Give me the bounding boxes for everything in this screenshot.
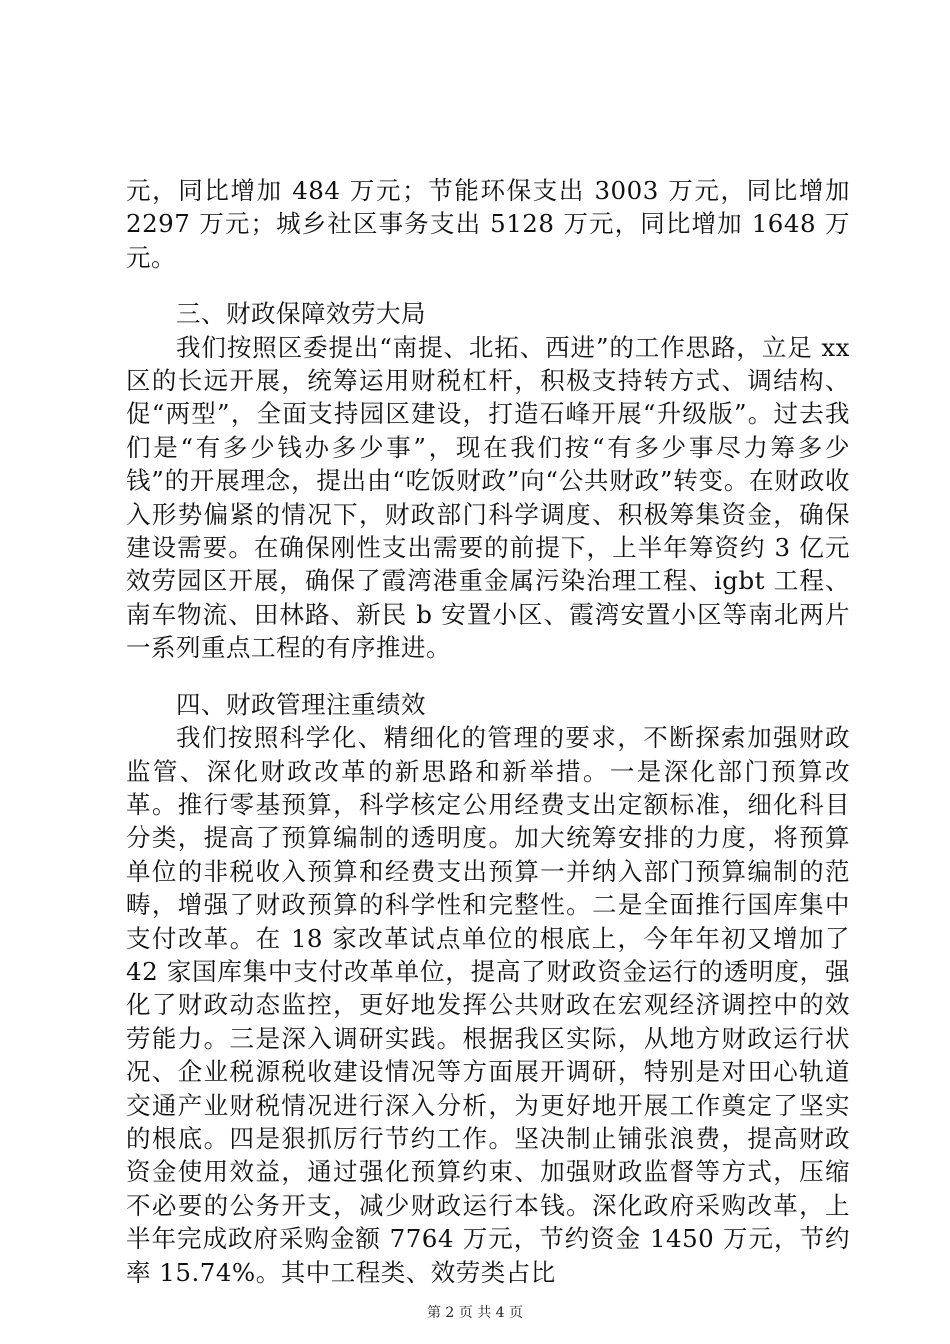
section-heading-4: 四、财政管理注重绩效 (176, 689, 426, 719)
section-heading-3: 三、财政保障效劳大局 (176, 299, 426, 329)
continuation-paragraph: 元，同比增加 484 万元；节能环保支出 3003 万元，同比增加 2297 万元；城乡社区事务支出 5128 万元，同比增加 1648 万元。 (126, 176, 850, 272)
document-body (126, 174, 850, 1289)
section-body-3: 我们按照区委提出“南提、北拓、西进”的工作思路，立足 xx 区的长远开展，统筹运用财税杠杆，积极支持转方式、调结构、促“两型”，全面支持园区建设，打造石峰开展“升级版”。过去我们是“有多少钱办多少事”，现在我们按“有多少事尽力筹多少钱”的开展理念，提出由“吃饭财政”向“公共财政”转变。在财政收入形势偏紧的情况下，财政部门科学调度、积极筹集资金，确保建设需要。在确保刚性支出需要的前提下，上半年筹资约 3 亿元效劳园区开展，确保了霞湾港重金属污染治理工程、igbt 工程、南车物流、田林路、新民 b 安置小区、霞湾安置小区等南北两片一系列重点工程的有序推进。 (126, 332, 850, 663)
page-number-footer: 第 2 页 共 4 页 (426, 1305, 524, 1321)
section-body-4: 我们按照科学化、精细化的管理的要求，不断探索加强财政监管、深化财政改革的新思路和新举措。一是深化部门预算改革。推行零基预算，科学核定公用经费支出定额标准，细化科目分类，提高了预算编制的透明度。加大统筹安排的力度，将预算单位的非税收入预算和经费支出预算一并纳入部门预算编制的范畴，增强了财政预算的科学性和完整性。二是全面推行国库集中支付改革。在 18 家改革试点单位的根底上，今年年初又增加了 42 家国库集中支付改革单位，提高了财政资金运行的透明度，强化了财政动态监控，更好地发挥公共财政在宏观经济调控中的效劳能力。三是深入调研实践。根据我区实际，从地方财政运行状况、企业税源税收建设情况等方面展开调研，特别是对田心轨道交通产业财税情况进行深入分析，为更好地开展工作奠定了坚实的根底。四是狠抓厉行节约工作。坚决制止铺张浪费，提高财政资金使用效益，通过强化预算约束、加强财政监督等方式，压缩不必要的公务开支，减少财政运行本钱。深化政府采购改革，上半年完成政府采购金额 7764 万元，节约资金 1450 万元，节约率 15.74%。其中工程类、效劳类占比 (126, 723, 850, 1287)
